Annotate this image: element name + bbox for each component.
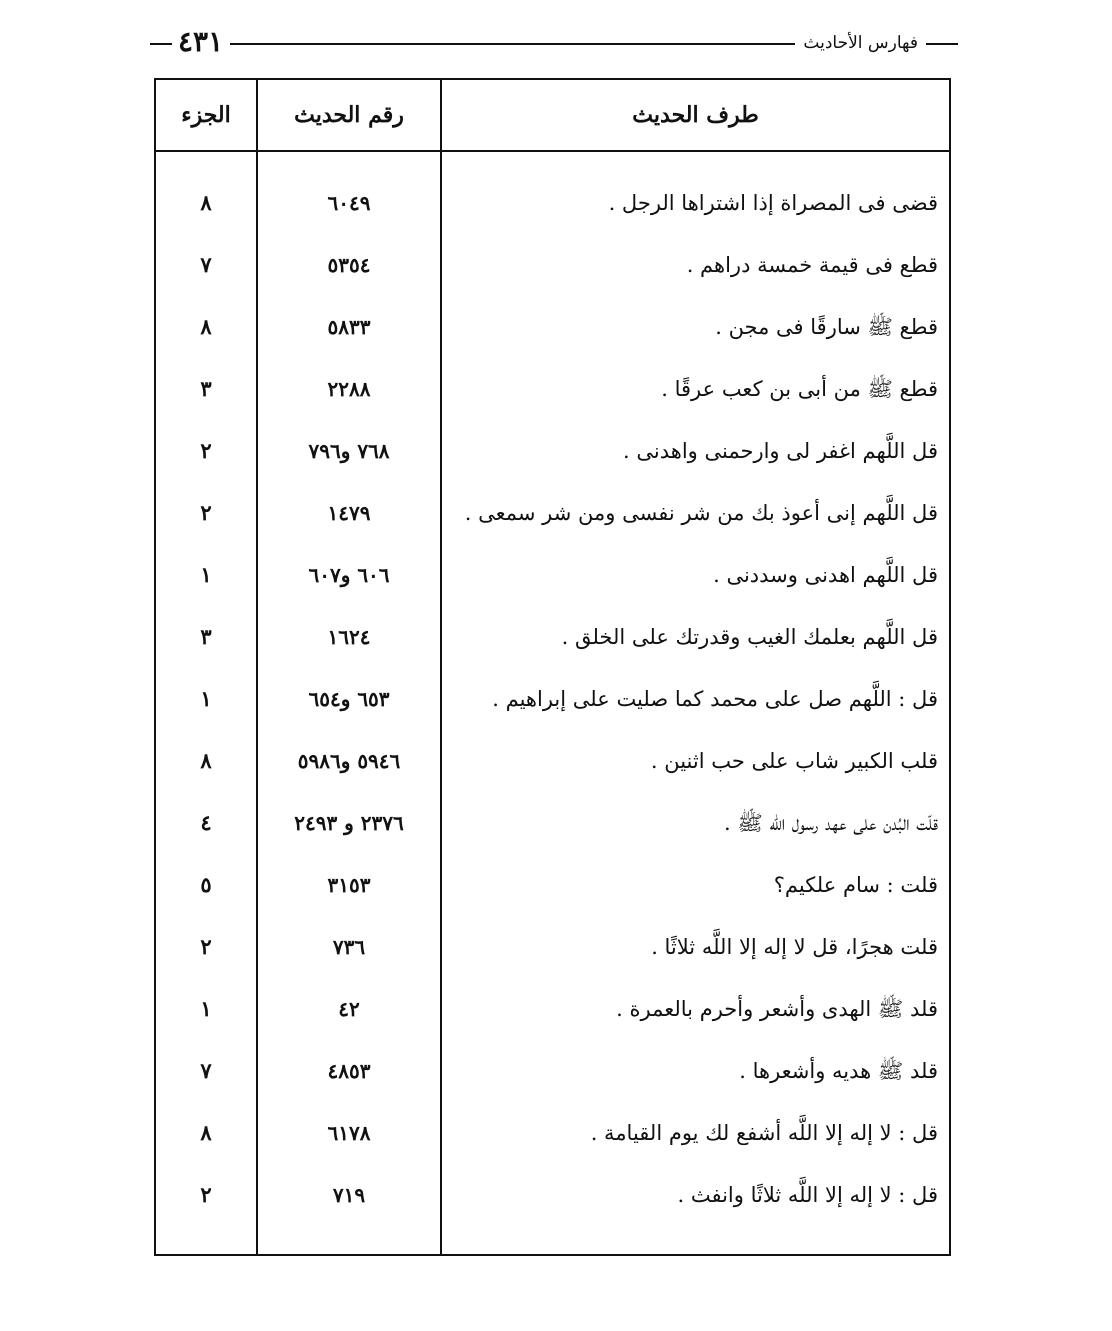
hadith-text: قلت هجرًا، قل لا إله إلا اللَّه ثلاثًا . <box>651 935 938 959</box>
column-header-volume: الجزء <box>181 102 231 128</box>
hadith-number: ٢٣٧٦ و ٢٤٩٣ <box>294 811 404 835</box>
volume-number: ١ <box>200 686 212 711</box>
hadith-number: ٦٠٤٩ <box>327 191 371 215</box>
hadith-number: ١٤٧٩ <box>327 501 371 525</box>
hadith-number: ٥٨٣٣ <box>327 315 371 339</box>
hadith-text: قطع ﷺ سارقًا فى مجن . <box>715 315 938 339</box>
hadith-text: قل اللَّهم اهدنى وسددنى . <box>713 563 938 587</box>
header-rule <box>150 43 172 45</box>
volume-number: ٨ <box>200 190 212 215</box>
table-row <box>156 792 949 854</box>
table-row <box>156 296 949 358</box>
table-row <box>156 916 949 978</box>
table-row <box>156 234 949 296</box>
page-number: ٤٣١ <box>178 25 224 58</box>
volume-number: ١ <box>200 996 212 1021</box>
column-header-number: رقم الحديث <box>294 102 404 128</box>
hadith-text: قلت : سام علكيم؟ <box>773 873 938 897</box>
hadith-text: قل اللَّهم إنى أعوذ بك من شر نفسى ومن شر سمعى . <box>464 501 938 525</box>
hadith-number: ٥٩٤٦ و٥٩٨٦ <box>297 749 401 773</box>
table-row <box>156 1164 949 1226</box>
hadith-number: ٢٢٨٨ <box>327 377 371 401</box>
hadith-text: قطع ﷺ من أبى بن كعب عرقًا . <box>661 377 938 401</box>
volume-number: ٨ <box>200 748 212 773</box>
volume-number: ٧ <box>200 252 212 277</box>
hadith-number: ٤٨٥٣ <box>327 1059 371 1083</box>
hadith-text: قطع فى قيمة خمسة دراهم . <box>686 253 938 277</box>
header-rule <box>934 43 958 45</box>
hadith-number: ٣١٥٣ <box>327 873 371 897</box>
volume-number: ١ <box>200 562 212 587</box>
hadith-number: ١٦٢٤ <box>327 625 371 649</box>
hadith-number: ٦٠٦ و٦٠٧ <box>308 563 390 587</box>
hadith-number: ٦٥٣ و٦٥٤ <box>308 687 390 711</box>
header-divider <box>156 150 949 152</box>
volume-number: ٥ <box>200 872 212 897</box>
section-title: فهارس الأحاديث <box>795 30 926 56</box>
table-row <box>156 854 949 916</box>
table-row <box>156 978 949 1040</box>
table-row <box>156 730 949 792</box>
hadith-number: ٦١٧٨ <box>327 1121 371 1145</box>
hadith-number: ٧١٩ <box>332 1183 366 1207</box>
volume-number: ٢ <box>200 934 212 959</box>
volume-number: ٣ <box>200 376 212 401</box>
running-header <box>150 25 958 58</box>
table-row <box>156 1102 949 1164</box>
volume-number: ٧ <box>200 1058 212 1083</box>
table-row <box>156 544 949 606</box>
volume-number: ٨ <box>200 314 212 339</box>
hadith-text: قلب الكبير شاب على حب اثنين . <box>650 749 938 773</box>
table-row <box>156 172 949 234</box>
volume-number: ٢ <box>200 1182 212 1207</box>
volume-number: ٢ <box>200 500 212 525</box>
hadith-text: قل : اللَّهم صل على محمد كما صليت على إبراهيم . <box>492 687 938 711</box>
hadith-text: قل : لا إله إلا اللَّه ثلاثًا وانفث . <box>677 1183 938 1207</box>
volume-number: ٨ <box>200 1120 212 1145</box>
hadith-text: قلد ﷺ الهدى وأشعر وأحرم بالعمرة . <box>616 997 938 1021</box>
volume-number: ٢ <box>200 438 212 463</box>
volume-number: ٣ <box>200 624 212 649</box>
hadith-text: قضى فى المصراة إذا اشتراها الرجل . <box>608 191 938 215</box>
hadith-number: ٧٦٨ و٧٩٦ <box>308 439 390 463</box>
hadith-number: ٧٣٦ <box>332 935 366 959</box>
hadith-index-table <box>154 78 951 1256</box>
table-row <box>156 420 949 482</box>
hadith-text: قلد ﷺ هديه وأشعرها . <box>739 1059 938 1083</box>
table-row <box>156 482 949 544</box>
table-body <box>156 172 949 1226</box>
hadith-text: قل اللَّهم اغفر لى وارحمنى واهدنى . <box>623 439 938 463</box>
hadith-text: قل : لا إله إلا اللَّه أشفع لك يوم القيامة . <box>590 1121 938 1145</box>
hadith-number: ٤٢ <box>338 997 360 1021</box>
table-row <box>156 606 949 668</box>
hadith-text: قل اللَّهم بعلمك الغيب وقدرتك على الخلق . <box>561 625 938 649</box>
table-row <box>156 358 949 420</box>
hadith-text: قلّت البُدن على عهد رسول اللّه ﷺ . <box>724 811 938 835</box>
table-row <box>156 668 949 730</box>
hadith-number: ٥٣٥٤ <box>327 253 371 277</box>
column-header-text: طرف الحديث <box>632 102 759 128</box>
table-row <box>156 1040 949 1102</box>
volume-number: ٤ <box>200 810 212 835</box>
